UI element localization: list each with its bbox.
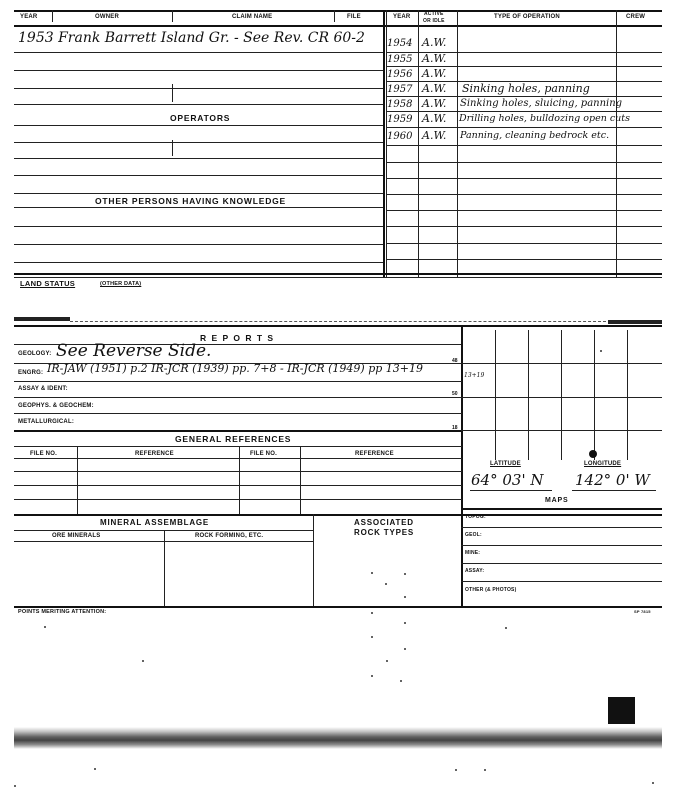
activity-row-line	[386, 243, 662, 244]
reference-header: REFERENCE	[135, 451, 174, 457]
latitude-value: 64° 03' N	[471, 471, 544, 489]
scan-dot	[371, 612, 373, 614]
row-line	[14, 175, 383, 176]
active-header: ACTIVE	[424, 11, 444, 17]
latitude-label: LATITUDE	[490, 461, 521, 467]
activity-operation: Panning, cleaning bedrock etc.	[460, 130, 610, 141]
row-line	[14, 125, 383, 126]
activity-status: A.W.	[422, 52, 447, 65]
activity-status: A.W.	[422, 36, 447, 49]
mineral-assemblage-heading: MINERAL ASSEMBLAGE	[100, 518, 210, 527]
file-no-header: FILE NO.	[250, 451, 277, 457]
longitude-value: 142° 0' W	[575, 471, 650, 489]
activity-year: 1954	[387, 38, 413, 49]
refs-col	[77, 446, 78, 514]
year-col-divider	[418, 10, 419, 278]
row-tick	[172, 84, 173, 102]
scan-smudge	[14, 317, 70, 321]
activity-status: A.W.	[422, 67, 447, 80]
row-line	[14, 52, 383, 53]
row-line	[14, 226, 383, 227]
maps-divider	[461, 508, 463, 606]
type-of-operation-header: TYPE OF OPERATION	[494, 14, 560, 20]
scan-dot	[400, 680, 402, 682]
grid-col	[627, 330, 628, 460]
scan-dot	[14, 785, 16, 787]
longitude-label: LONGITUDE	[584, 461, 622, 467]
other-photos-label: OTHER (& PHOTOS)	[465, 587, 517, 593]
refs-col	[239, 446, 240, 514]
header-tick	[172, 10, 173, 22]
engrg-label: ENGRG:	[18, 370, 44, 376]
refs-line	[14, 485, 462, 486]
header-tick	[334, 10, 335, 22]
scan-dot	[404, 622, 406, 624]
activity-status: A.W.	[422, 97, 447, 110]
refs-col	[300, 446, 301, 514]
maps-row	[461, 581, 662, 582]
mineral-top-line	[14, 514, 662, 516]
reports-row-line	[14, 397, 462, 398]
mineral-col	[313, 514, 314, 606]
maps-row	[461, 563, 662, 564]
field-number: 48	[452, 358, 458, 364]
scan-dot	[505, 627, 507, 629]
activity-year: 1959	[387, 114, 413, 125]
activity-year: 1955	[387, 54, 413, 65]
assay-map-label: ASSAY:	[465, 568, 485, 574]
scan-dot	[94, 768, 96, 770]
activity-row-line	[386, 178, 662, 179]
form-number: SP 7815	[634, 609, 651, 614]
activity-row-line	[386, 259, 662, 260]
grid-col	[594, 330, 595, 460]
scan-dot	[386, 660, 388, 662]
activity-year: 1958	[387, 99, 413, 110]
top-border	[14, 10, 662, 12]
year-header: YEAR	[20, 14, 38, 20]
grid-row	[461, 397, 662, 398]
scan-dot	[484, 769, 486, 771]
reports-top-line	[14, 325, 662, 327]
reports-heading: R E P O R T S	[200, 333, 275, 343]
activity-year: 1957	[387, 84, 413, 95]
reports-right-divider	[461, 325, 463, 515]
scan-block	[608, 697, 635, 724]
header-bottom-border	[14, 25, 662, 27]
row-line	[14, 244, 383, 245]
ore-minerals-header: ORE MINERALS	[52, 533, 101, 539]
metallurgical-label: METALLURGICAL:	[18, 419, 75, 425]
geology-value: See Reverse Side.	[56, 341, 212, 361]
owner-header: OWNER	[95, 14, 119, 20]
scan-dot	[455, 769, 457, 771]
activity-row-line	[386, 226, 662, 227]
refs-line	[14, 499, 462, 500]
scan-dot	[44, 626, 46, 628]
header-tick	[52, 10, 53, 22]
topog-label: TOPOG:	[465, 514, 486, 520]
reports-bottom-line	[14, 430, 462, 432]
other-persons-heading: OTHER PERSONS HAVING KNOWLEDGE	[95, 196, 287, 206]
land-status-top-line	[14, 273, 662, 275]
claim-name-header: CLAIM NAME	[232, 14, 273, 20]
activity-row-line	[386, 127, 662, 128]
scan-dot	[404, 573, 406, 575]
grid-col	[495, 330, 496, 460]
file-header: FILE	[347, 14, 361, 20]
activity-status: A.W.	[422, 112, 447, 125]
field-number: 18	[452, 425, 458, 431]
associated-heading: ASSOCIATED	[354, 518, 414, 527]
activity-row-line	[386, 210, 662, 211]
row-line	[14, 70, 383, 71]
scan-dot	[142, 660, 144, 662]
row-line	[14, 193, 383, 194]
scan-dot	[404, 596, 406, 598]
grid-col	[528, 330, 529, 460]
maps-row	[461, 527, 662, 528]
activity-operation: Sinking holes, panning	[462, 82, 590, 95]
scan-dot	[371, 636, 373, 638]
points-top-line	[14, 606, 662, 608]
left-right-divider	[383, 10, 385, 278]
reports-row-line	[14, 381, 462, 382]
refs-line	[14, 446, 462, 447]
activity-row-line	[386, 145, 662, 146]
scan-dot	[600, 350, 602, 352]
or-idle-header: OR IDLE	[423, 18, 445, 24]
grid-mark: 13+19	[464, 372, 485, 379]
year-activity-header: YEAR	[393, 14, 411, 20]
activity-operation: Drilling holes, bulldozing open cuts	[459, 113, 630, 124]
refs-line	[14, 471, 462, 472]
crew-col-divider	[616, 10, 617, 278]
scan-dot	[371, 572, 373, 574]
geol-label: GEOL:	[465, 532, 482, 538]
scan-smudge	[608, 320, 662, 324]
reports-row-line	[14, 413, 462, 414]
row-line	[14, 207, 383, 208]
mine-label: MINE:	[465, 550, 481, 556]
land-status-heading: LAND STATUS	[20, 279, 76, 288]
row-line	[14, 88, 383, 89]
engrg-value: IR-JAW (1951) p.2 IR-JCR (1939) pp. 7+8 - IR-JCR (1949) pp 13+19	[47, 362, 423, 375]
row-line	[14, 142, 383, 143]
file-no-header: FILE NO.	[30, 451, 57, 457]
grid-row	[461, 430, 662, 431]
activity-status: A.W.	[422, 82, 447, 95]
row-line	[14, 104, 383, 105]
grid-row	[461, 363, 662, 364]
left-right-divider-inner	[386, 10, 387, 278]
activity-year: 1956	[387, 69, 413, 80]
status-col-divider	[457, 10, 458, 278]
scan-line	[70, 321, 606, 322]
land-status-top-line-inner	[14, 277, 662, 278]
land-status-sub: (OTHER DATA)	[100, 281, 142, 287]
mineral-col	[164, 530, 165, 606]
latitude-underline	[470, 490, 552, 491]
maps-line	[461, 508, 662, 510]
geology-label: GEOLOGY:	[18, 351, 52, 357]
activity-operation: Sinking holes, sluicing, panning	[460, 98, 623, 109]
maps-row	[461, 545, 662, 546]
rock-forming-header: ROCK FORMING, ETC.	[195, 533, 264, 539]
activity-status: A.W.	[422, 129, 447, 142]
scan-dot	[371, 675, 373, 677]
crew-header: CREW	[626, 14, 646, 20]
reference-header: REFERENCE	[355, 451, 394, 457]
location-marker-icon	[589, 450, 597, 458]
refs-line	[14, 458, 462, 459]
scan-smear	[14, 727, 662, 749]
field-number: 50	[452, 391, 458, 397]
assay-label: ASSAY & IDENT:	[18, 386, 68, 392]
points-meriting-heading: POINTS MERITING ATTENTION:	[18, 609, 107, 615]
grid-col	[561, 330, 562, 460]
scan-dot	[404, 648, 406, 650]
geophys-label: GEOPHYS. & GEOCHEM:	[18, 403, 94, 409]
row-tick	[172, 140, 173, 156]
activity-row-line	[386, 194, 662, 195]
longitude-underline	[572, 490, 656, 491]
rock-types-heading: ROCK TYPES	[354, 528, 415, 537]
scan-dot	[652, 782, 654, 784]
general-references-heading: GENERAL REFERENCES	[175, 434, 292, 444]
row-line	[14, 262, 383, 263]
scan-dot	[385, 583, 387, 585]
activity-row-line	[386, 162, 662, 163]
activity-year: 1960	[387, 131, 413, 142]
operators-heading: OPERATORS	[170, 113, 231, 123]
claim-entry: 1953 Frank Barrett Island Gr. - See Rev. CR 60-2	[18, 30, 365, 46]
maps-heading: MAPS	[545, 497, 569, 504]
row-line	[14, 158, 383, 159]
